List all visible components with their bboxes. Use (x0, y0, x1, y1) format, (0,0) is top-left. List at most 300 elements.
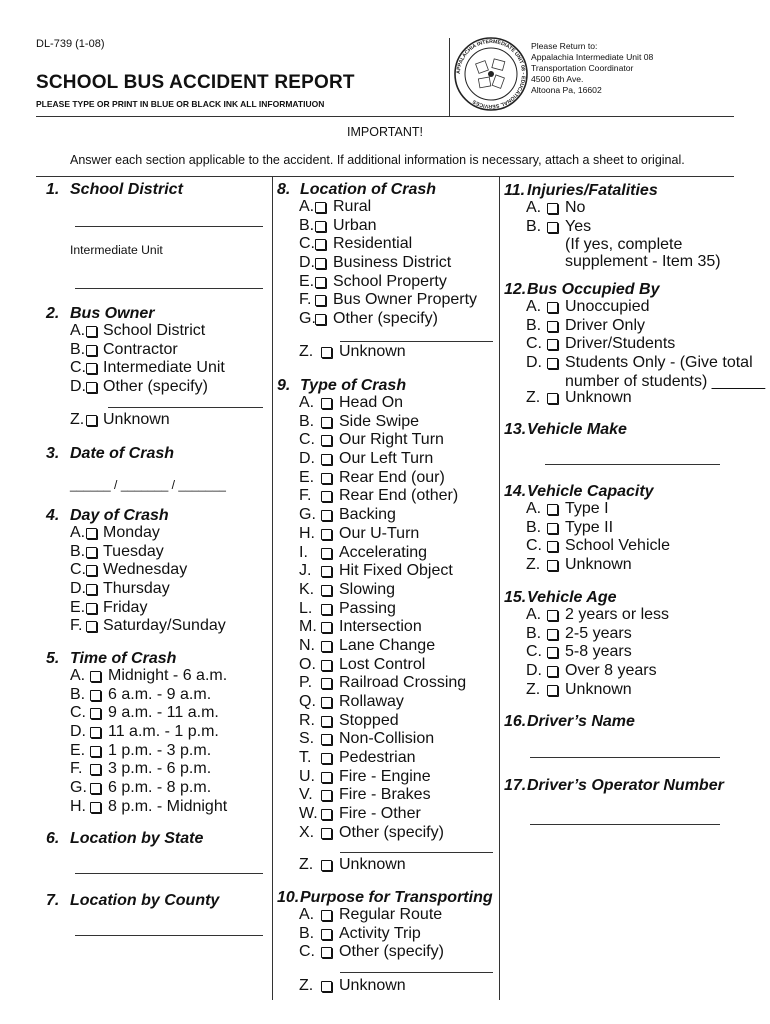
checkbox[interactable] (547, 504, 558, 515)
checkbox[interactable] (321, 716, 332, 727)
option-letter: A. (299, 198, 315, 215)
checkbox[interactable] (547, 523, 558, 534)
option-label: Intersection (339, 618, 422, 636)
section-label: Location by County (70, 892, 220, 909)
option-letter: Z. (526, 680, 541, 698)
checkbox[interactable] (547, 541, 558, 552)
option-letter: A. (526, 199, 542, 216)
option-label: 1 p.m. - 3 p.m. (108, 741, 212, 759)
option-row[interactable] (46, 323, 266, 342)
option-letter: Z. (299, 977, 314, 994)
checkbox[interactable] (321, 548, 332, 559)
option-label: Pedestrian (339, 749, 416, 767)
option-row[interactable] (277, 769, 495, 788)
section-number: 17. (504, 777, 527, 794)
option-label: 6 a.m. - 9 a.m. (108, 685, 212, 703)
option-letter: B. (526, 316, 542, 334)
checkbox[interactable] (321, 790, 332, 801)
option-letter: A. (526, 500, 542, 517)
section-number: 6. (46, 830, 60, 847)
option-row[interactable] (46, 544, 266, 563)
checkbox[interactable] (547, 685, 558, 696)
checkbox[interactable] (321, 641, 332, 652)
option-label: Intermediate Unit (103, 359, 225, 377)
option-letter: A. (299, 906, 315, 923)
checkbox[interactable] (90, 764, 101, 775)
section-number: 14. (504, 483, 527, 500)
option-row[interactable] (504, 557, 730, 576)
option-letter: Z. (526, 556, 541, 574)
option-letter: B. (70, 685, 86, 703)
section-number: 16. (504, 713, 527, 730)
option-row[interactable] (277, 395, 495, 414)
option-letter: C. (526, 335, 542, 353)
checkbox[interactable] (547, 666, 558, 677)
option-row[interactable] (504, 318, 730, 337)
option-row[interactable] (277, 806, 495, 825)
option-row[interactable] (277, 601, 495, 620)
section-date-of-crash (46, 445, 266, 463)
checkbox[interactable] (321, 809, 332, 820)
option-label: 8 p.m. - Midnight (108, 797, 228, 815)
option-row[interactable] (504, 644, 730, 663)
option-label: Unoccupied (565, 298, 650, 315)
section-number: 8. (277, 181, 291, 198)
option-label: Unknown (339, 977, 406, 994)
section-number: 13. (504, 421, 527, 438)
section-label: Vehicle Make (527, 421, 627, 438)
section-label: Driver’s Name (527, 713, 635, 730)
header-divider (449, 38, 450, 116)
location-by-state-field[interactable] (75, 873, 263, 874)
option-row[interactable] (277, 657, 495, 676)
option-label: Friday (103, 598, 148, 616)
option-letter: G. (70, 779, 87, 797)
option-row[interactable] (46, 342, 266, 361)
option-letter: A. (526, 606, 542, 623)
option-letter: B. (526, 518, 542, 536)
option-row[interactable] (504, 626, 730, 645)
checkbox[interactable] (321, 860, 332, 871)
option-row[interactable] (277, 470, 495, 489)
location-by-county-field[interactable] (75, 935, 263, 936)
section-bus-owner (46, 305, 266, 398)
option-row[interactable] (277, 694, 495, 713)
option-label: Tuesday (103, 542, 164, 560)
checkbox[interactable] (315, 258, 326, 269)
checkbox[interactable] (86, 345, 97, 356)
important-heading: IMPORTANT! (347, 125, 423, 139)
option-label: Unknown (339, 856, 406, 873)
option-label: Rear End (other) (339, 487, 459, 505)
option-row[interactable] (504, 354, 753, 374)
students-count-field[interactable]: number of students) ______ (565, 372, 766, 390)
option-label: 11 a.m. - 1 p.m. (108, 723, 219, 741)
return-line: Appalachia Intermediate Unit 08 (531, 52, 654, 62)
instructions: Answer each section applicable to the accident. If additional information is necessary, attach a sheet to original. (70, 153, 685, 167)
option-label: Backing (339, 506, 396, 524)
option-letter: F. (70, 760, 83, 778)
option-row[interactable] (277, 451, 495, 470)
checkbox[interactable] (321, 678, 332, 689)
option-row[interactable] (277, 432, 495, 451)
option-letter: I. (299, 543, 308, 561)
option-letter: B. (299, 924, 315, 942)
option-row[interactable] (46, 562, 266, 581)
option-row[interactable] (46, 618, 266, 637)
option-row[interactable] (277, 255, 495, 274)
section-label: Date of Crash (70, 445, 175, 462)
option-row[interactable] (504, 336, 730, 355)
section-school-district (46, 181, 266, 199)
option-row[interactable] (46, 412, 266, 431)
option-row[interactable] (46, 687, 266, 706)
checkbox[interactable] (547, 321, 558, 332)
checkbox[interactable] (315, 295, 326, 306)
checkbox[interactable] (321, 947, 332, 958)
option-letter: S. (299, 730, 315, 748)
option-label: Fire - Engine (339, 767, 431, 785)
section-day-of-crash (46, 507, 266, 637)
checkbox[interactable] (321, 398, 332, 409)
option-row[interactable] (504, 200, 730, 219)
option-row[interactable] (277, 236, 495, 255)
checkbox[interactable] (90, 671, 101, 682)
option-row[interactable] (277, 199, 495, 218)
option-row[interactable] (277, 750, 495, 769)
option-label: Bus Owner Property (333, 291, 478, 309)
checkbox[interactable] (321, 660, 332, 671)
checkbox[interactable] (321, 473, 332, 484)
option-row[interactable] (277, 787, 495, 806)
option-letter: A. (70, 667, 86, 684)
option-row[interactable] (277, 526, 495, 545)
option-label: Our U-Turn (339, 524, 420, 542)
option-label: 6 p.m. - 8 p.m. (108, 779, 212, 797)
checkbox[interactable] (321, 435, 332, 446)
section-injuries-fatalities (504, 182, 730, 270)
option-label: Head On (339, 394, 404, 411)
checkbox[interactable] (86, 363, 97, 374)
option-row[interactable] (277, 563, 495, 582)
section-number: 7. (46, 892, 60, 909)
option-label: Other (specify) (333, 310, 438, 328)
option-row[interactable] (504, 607, 730, 626)
checkbox[interactable] (86, 584, 97, 595)
option-label: Lane Change (339, 636, 436, 654)
checkbox[interactable] (321, 566, 332, 577)
checkbox[interactable] (321, 753, 332, 764)
option-label: Type II (565, 518, 614, 536)
section-label: Vehicle Age (527, 589, 617, 606)
checkbox[interactable] (321, 454, 332, 465)
option-row[interactable] (277, 731, 495, 750)
intermediate-unit-field[interactable] (75, 288, 263, 289)
option-letter: A. (70, 524, 86, 541)
checkbox[interactable] (547, 629, 558, 640)
option-letter: Z. (526, 389, 541, 407)
option-row[interactable] (46, 705, 266, 724)
column-divider (499, 176, 500, 1000)
option-letter: C. (70, 359, 86, 377)
option-row[interactable] (277, 926, 495, 945)
checkbox[interactable] (321, 417, 332, 428)
option-letter: E. (70, 741, 86, 759)
school-district-field[interactable] (75, 226, 263, 227)
checkbox[interactable] (321, 622, 332, 633)
bus-owner-other-field[interactable] (108, 407, 263, 408)
checkbox[interactable] (90, 708, 101, 719)
option-row[interactable] (277, 292, 495, 311)
section-time-of-crash (46, 650, 266, 818)
checkbox[interactable] (86, 547, 97, 558)
option-letter: C. (70, 561, 86, 579)
option-row[interactable] (277, 638, 495, 657)
option-label: Passing (339, 599, 396, 617)
page-title: SCHOOL BUS ACCIDENT REPORT (36, 72, 355, 93)
section-bus-occupied-by (504, 281, 766, 409)
option-letter: B. (70, 542, 86, 560)
option-row[interactable] (46, 743, 266, 762)
option-label: Urban (333, 216, 377, 234)
option-label: Railroad Crossing (339, 674, 467, 692)
option-row[interactable] (277, 311, 495, 330)
section-vehicle-age (504, 589, 730, 700)
checkbox[interactable] (321, 491, 332, 502)
option-row[interactable] (504, 390, 730, 409)
checkbox[interactable] (315, 277, 326, 288)
option-row[interactable] (277, 825, 495, 844)
option-label: Saturday/Sunday (103, 617, 226, 635)
option-label: 2 years or less (565, 606, 670, 623)
section-drivers-operator-number (504, 777, 730, 795)
drivers-operator-number-field[interactable] (530, 824, 720, 825)
checkbox[interactable] (321, 981, 332, 992)
option-row[interactable] (504, 520, 730, 539)
return-address (531, 41, 653, 96)
option-letter: L. (299, 599, 313, 617)
option-row[interactable] (277, 857, 495, 876)
option-row[interactable] (46, 668, 266, 687)
checkbox[interactable] (547, 610, 558, 621)
option-letter: E. (299, 272, 315, 290)
checkbox[interactable] (321, 347, 332, 358)
checkbox[interactable] (321, 772, 332, 783)
option-row[interactable] (277, 944, 495, 963)
checkbox[interactable] (86, 415, 97, 426)
location-other-field[interactable] (340, 341, 493, 342)
page-subtitle: PLEASE TYPE OR PRINT IN BLUE OR BLACK INK ALL INFORMATIUON (36, 99, 325, 109)
option-label: Driver/Students (565, 335, 676, 353)
option-row[interactable] (277, 907, 495, 926)
checkbox[interactable] (315, 202, 326, 213)
option-label: Accelerating (339, 543, 428, 561)
checkbox[interactable] (90, 727, 101, 738)
option-letter: B. (299, 216, 315, 234)
option-label: Unknown (565, 556, 632, 574)
option-row[interactable] (277, 582, 495, 601)
option-row[interactable] (277, 274, 495, 293)
option-row[interactable] (277, 218, 495, 237)
checkbox[interactable] (547, 203, 558, 214)
purpose-other-field[interactable] (340, 972, 493, 973)
form-number: DL-739 (1-08) (36, 38, 105, 50)
option-label: Non-Collision (339, 730, 435, 748)
return-line: Please Return to: (531, 41, 598, 51)
option-label: Residential (333, 235, 413, 253)
section-label: Bus Owner (70, 305, 155, 322)
injury-note: (If yes, complete (565, 236, 683, 254)
option-letter: A. (70, 322, 86, 339)
section-label: Bus Occupied By (527, 281, 660, 298)
option-label: Stopped (339, 711, 399, 729)
checkbox[interactable] (321, 734, 332, 745)
option-label: Contractor (103, 340, 178, 358)
section-location-of-crash (277, 181, 495, 330)
option-letter: D. (70, 378, 86, 396)
checkbox[interactable] (315, 239, 326, 250)
checkbox[interactable] (547, 647, 558, 658)
checkbox[interactable] (547, 358, 558, 369)
option-letter: C. (526, 643, 542, 661)
checkbox[interactable] (547, 222, 558, 233)
checkbox[interactable] (321, 585, 332, 596)
option-row[interactable] (46, 724, 266, 743)
checkbox[interactable] (547, 339, 558, 350)
section-purpose-for-transporting (277, 889, 495, 963)
vehicle-make-field[interactable] (545, 464, 720, 465)
option-label: Business District (333, 254, 452, 272)
option-letter: M. (299, 618, 317, 636)
checkbox[interactable] (90, 690, 101, 701)
option-row[interactable] (46, 379, 266, 398)
option-letter: C. (299, 431, 315, 449)
option-label: Monday (103, 524, 160, 541)
option-row[interactable] (46, 525, 266, 544)
checkbox[interactable] (547, 302, 558, 313)
checkbox[interactable] (315, 314, 326, 325)
option-letter: V. (299, 786, 313, 804)
option-row[interactable] (277, 414, 495, 433)
checkbox[interactable] (90, 746, 101, 757)
option-row[interactable] (504, 663, 730, 682)
checkbox[interactable] (90, 802, 101, 813)
option-row[interactable] (46, 780, 266, 799)
date-field[interactable]: ______ / _______ / _______ (70, 478, 226, 492)
header-rule (36, 116, 734, 117)
column-divider (272, 176, 273, 1000)
checkbox[interactable] (90, 783, 101, 794)
option-row[interactable] (504, 219, 730, 238)
option-row[interactable] (277, 619, 495, 638)
option-row[interactable] (277, 344, 495, 363)
option-letter: A. (299, 394, 315, 411)
checkbox[interactable] (321, 529, 332, 540)
section-number: 15. (504, 589, 527, 606)
option-letter: C. (299, 235, 315, 253)
option-letter: Z. (70, 411, 85, 428)
option-letter: F. (299, 291, 312, 309)
section-number: 1. (46, 181, 60, 198)
option-letter: K. (299, 580, 315, 598)
section-label: Injuries/Fatalities (527, 182, 658, 199)
option-label: Fire - Other (339, 805, 421, 823)
option-label: School District (103, 322, 206, 339)
section-number: 12. (504, 281, 527, 298)
checkbox[interactable] (86, 382, 97, 393)
checkbox[interactable] (321, 697, 332, 708)
option-row[interactable] (277, 713, 495, 732)
option-letter: B. (299, 412, 315, 430)
checkbox[interactable] (547, 393, 558, 404)
section-label: Vehicle Capacity (527, 483, 654, 500)
option-label: 5-8 years (565, 643, 632, 661)
checkbox[interactable] (86, 621, 97, 632)
option-label: School Vehicle (565, 537, 670, 555)
return-line: 4500 6th Ave. (531, 74, 584, 84)
option-letter: Z. (299, 856, 314, 873)
checkbox[interactable] (86, 603, 97, 614)
option-row[interactable] (46, 581, 266, 600)
option-row[interactable] (46, 761, 266, 780)
section-vehicle-capacity (504, 483, 730, 576)
section-type-of-crash (277, 377, 495, 844)
option-row[interactable] (46, 600, 266, 619)
option-letter: N. (299, 636, 315, 654)
option-row[interactable] (46, 799, 266, 818)
option-letter: E. (70, 598, 86, 616)
option-letter: G. (299, 506, 316, 524)
option-row[interactable] (277, 488, 495, 507)
checkbox[interactable] (321, 929, 332, 940)
checkbox[interactable] (86, 565, 97, 576)
option-letter: D. (526, 662, 542, 680)
option-label: School Property (333, 272, 447, 290)
option-letter: J. (299, 562, 312, 580)
checkbox[interactable] (321, 510, 332, 521)
section-drivers-name (504, 713, 730, 731)
option-row[interactable] (504, 682, 730, 701)
checkbox[interactable] (86, 326, 97, 337)
option-row[interactable] (277, 675, 495, 694)
option-label: 9 a.m. - 11 a.m. (108, 704, 219, 722)
drivers-name-field[interactable] (530, 757, 720, 758)
checkbox[interactable] (315, 221, 326, 232)
option-row[interactable] (277, 978, 495, 997)
option-letter: O. (299, 655, 316, 673)
option-letter: B. (526, 624, 542, 642)
option-row[interactable] (504, 538, 730, 557)
option-label: Thursday (103, 580, 170, 598)
option-label: Our Left Turn (339, 450, 434, 468)
section-number: 3. (46, 445, 60, 462)
option-label: Slowing (339, 580, 396, 598)
option-row[interactable] (504, 501, 730, 520)
checkbox[interactable] (321, 604, 332, 615)
crash-type-other-field[interactable] (340, 852, 493, 853)
option-label: Yes (565, 217, 592, 235)
checkbox[interactable] (321, 910, 332, 921)
option-row[interactable] (277, 545, 495, 564)
checkbox[interactable] (321, 828, 332, 839)
checkbox[interactable] (547, 560, 558, 571)
option-label: Over 8 years (565, 662, 657, 680)
option-row[interactable] (46, 360, 266, 379)
checkbox[interactable] (86, 528, 97, 539)
option-letter: D. (299, 450, 315, 468)
option-row[interactable] (504, 299, 730, 318)
option-row[interactable] (277, 507, 495, 526)
